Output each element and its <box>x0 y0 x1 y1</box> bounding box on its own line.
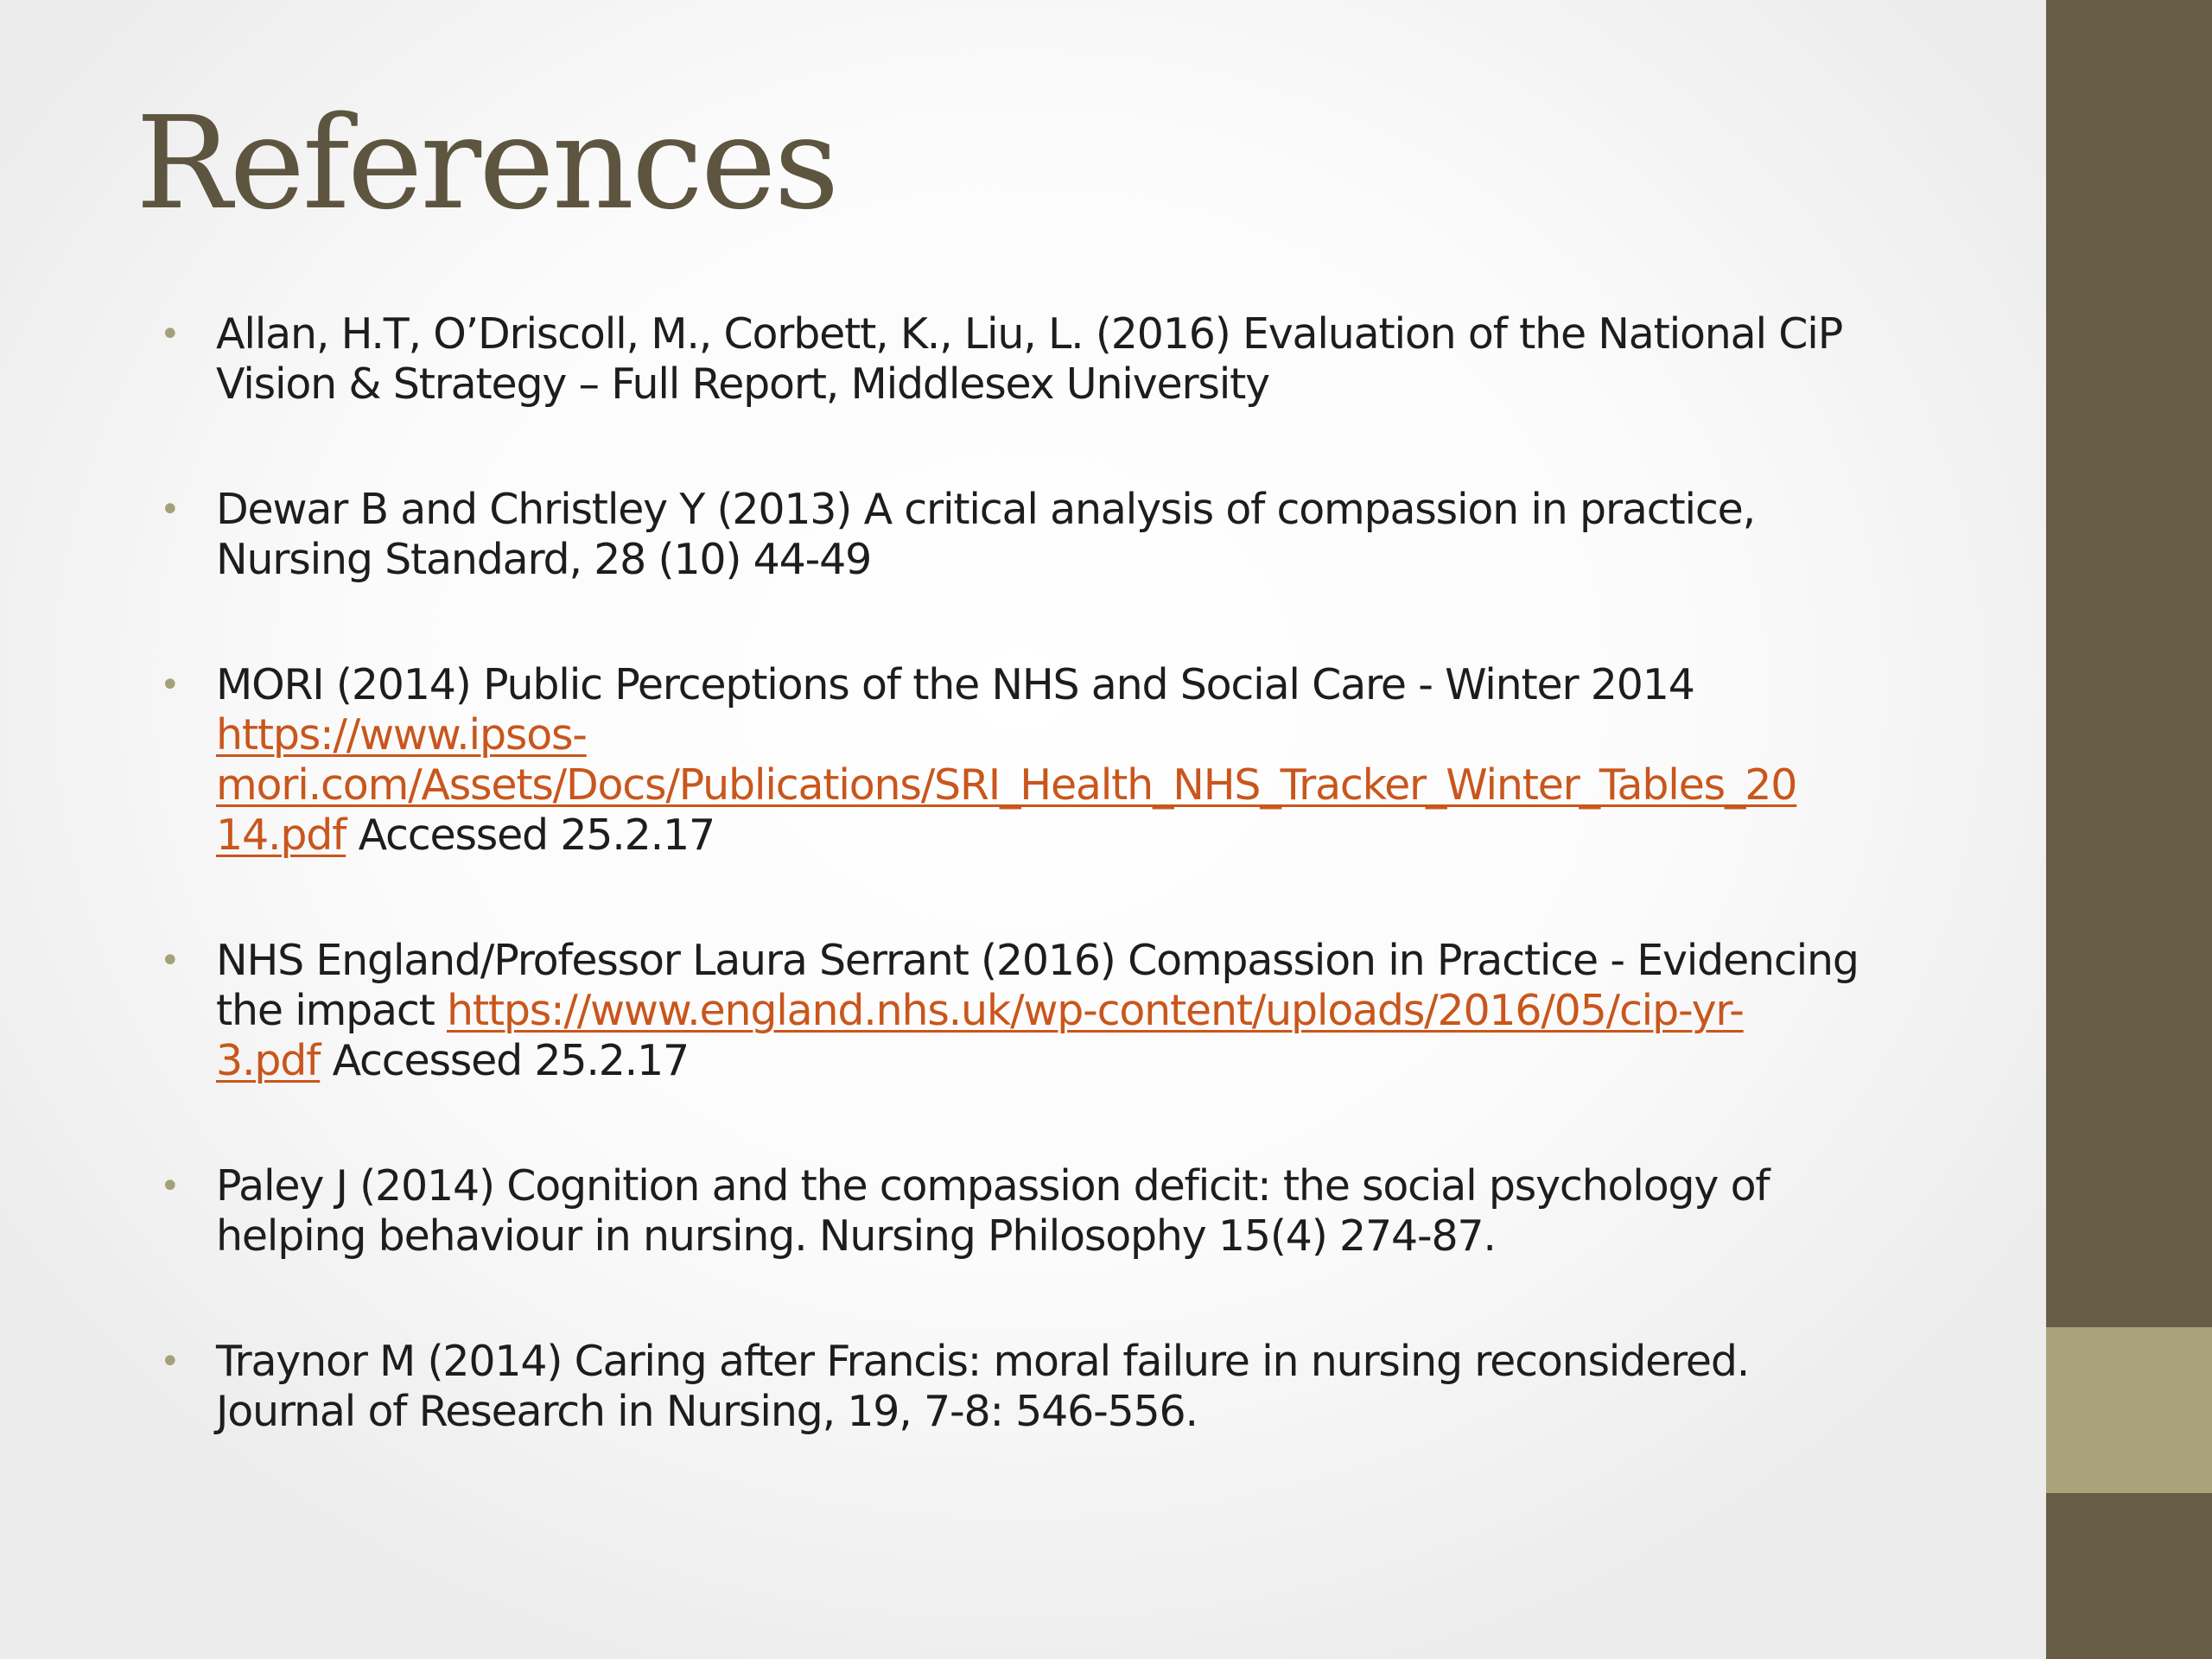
reference-item <box>160 1161 1944 1262</box>
reference-text: Dewar B and Christley Y (2013) A critical analysis of compassion in practice, <box>216 485 1755 534</box>
reference-item <box>160 309 1944 410</box>
reference-item <box>160 660 1944 861</box>
accessed-date: Accessed 25.2.17 <box>346 810 715 860</box>
bullet-icon: • <box>160 1342 180 1382</box>
reference-text: Nursing Standard, 28 (10) 44-49 <box>216 535 872 584</box>
bullet-icon: • <box>160 1166 180 1206</box>
reference-text: Vision & Strategy – Full Report, Middlesex University <box>216 359 1269 409</box>
reference-text: the impact <box>216 986 447 1035</box>
reference-text: Traynor M (2014) Caring after Francis: moral failure in nursing reconsidered. <box>216 1337 1750 1386</box>
reference-link[interactable]: mori.com/Assets/Docs/Publications/SRI_Health_NHS_Tracker_Winter_Tables_20 <box>216 760 1797 810</box>
reference-text: MORI (2014) Public Perceptions of the NHS and Social Care - Winter 2014 <box>216 660 1694 709</box>
reference-text: Journal of Research in Nursing, 19, 7-8: 546-556. <box>216 1387 1198 1436</box>
reference-text: helping behaviour in nursing. Nursing Philosophy 15(4) 274-87. <box>216 1211 1496 1261</box>
reference-text: Paley J (2014) Cognition and the compassion deficit: the social psychology of <box>216 1161 1770 1211</box>
reference-link[interactable]: https://www.england.nhs.uk/wp-content/uploads/2016/05/cip-yr- <box>447 986 1744 1035</box>
side-bar-accent <box>2046 1327 2212 1493</box>
reference-link[interactable]: 3.pdf <box>216 1036 321 1085</box>
bullet-icon: • <box>160 941 180 981</box>
reference-link[interactable]: 14.pdf <box>216 810 346 860</box>
reference-link[interactable]: https://www.ipsos- <box>216 710 587 760</box>
accessed-date: Accessed 25.2.17 <box>320 1036 689 1085</box>
slide-title: References <box>136 89 837 238</box>
bullet-icon: • <box>160 490 180 530</box>
bullet-icon: • <box>160 665 180 705</box>
reference-item <box>160 485 1944 585</box>
reference-item <box>160 1337 1944 1437</box>
bullet-icon: • <box>160 315 180 354</box>
reference-item <box>160 936 1944 1086</box>
reference-text: NHS England/Professor Laura Serrant (2016) Compassion in Practice - Evidencing <box>216 936 1859 985</box>
reference-text: Allan, H.T, O’Driscoll, M., Corbett, K., Liu, L. (2016) Evaluation of the National CiP <box>216 309 1843 359</box>
